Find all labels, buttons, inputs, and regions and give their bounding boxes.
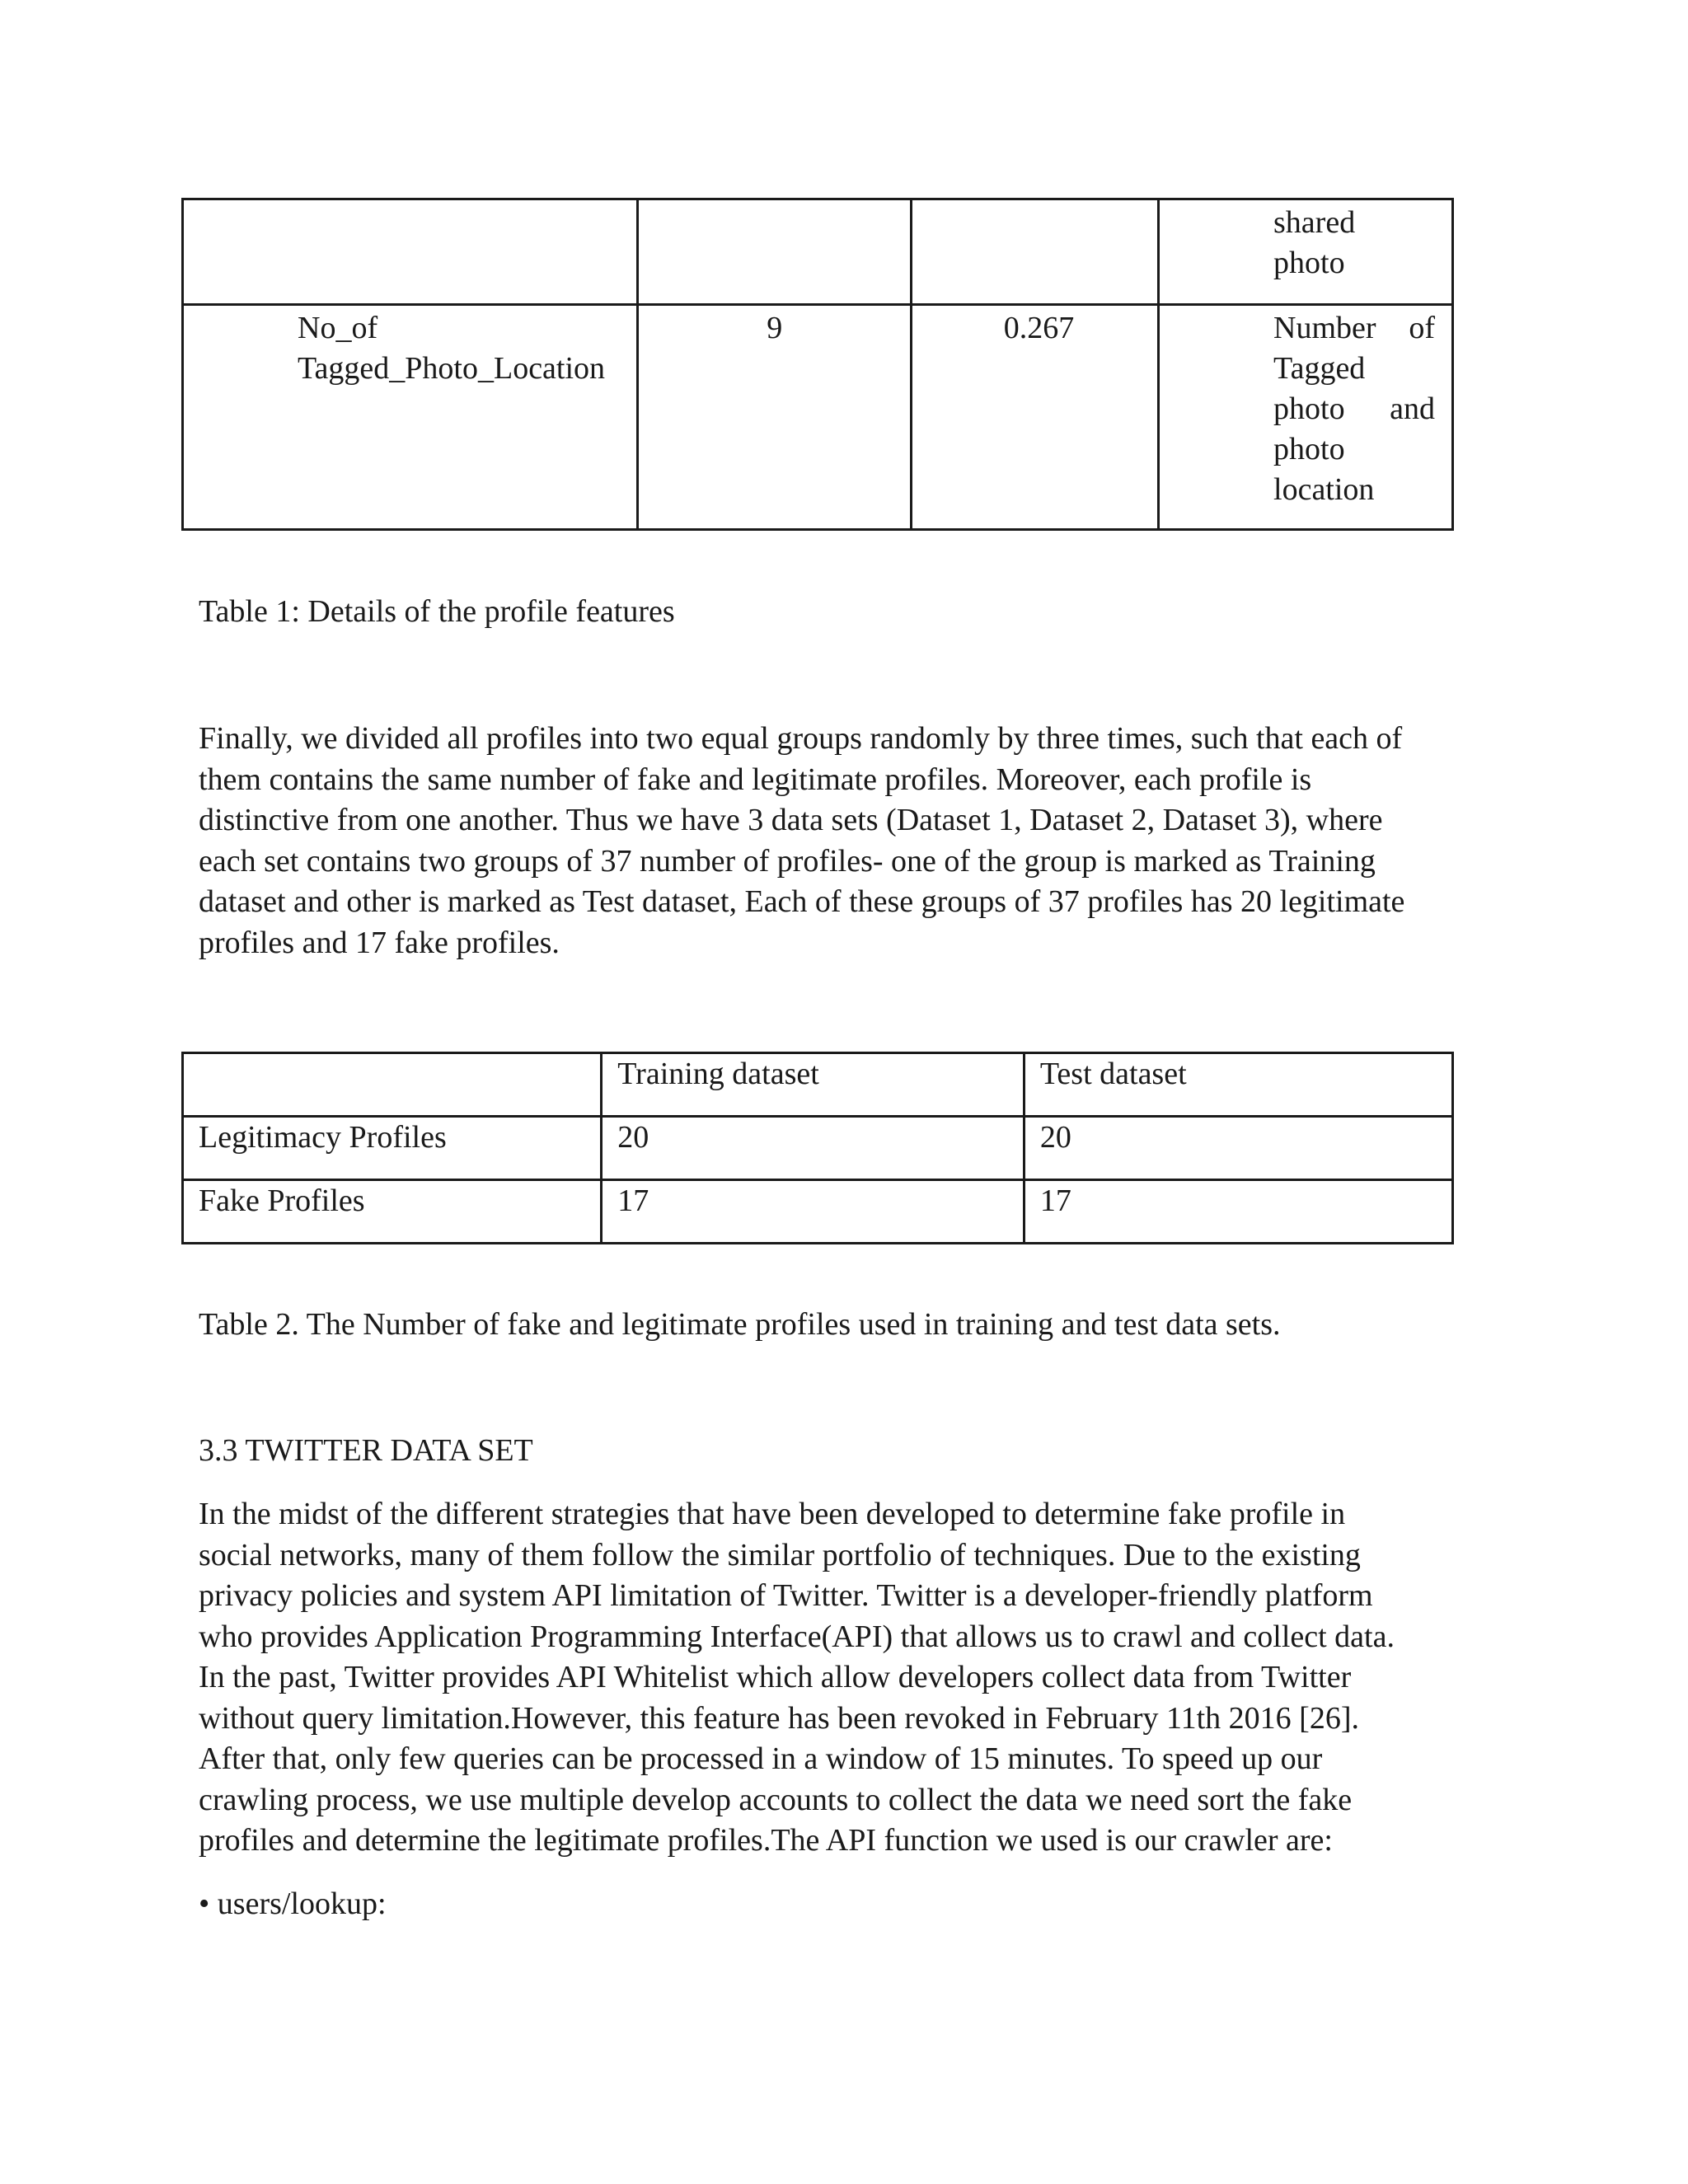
paragraph-datasets <box>199 719 1404 963</box>
paragraph-line: In the past, Twitter provides API Whitelist which allow developers collect data from Twitter <box>199 1660 1352 1694</box>
cell-line: Tagged <box>1273 351 1366 386</box>
table-cell: 17 <box>602 1180 1025 1244</box>
table-cell <box>1159 199 1453 305</box>
cell-line: photo and <box>1273 391 1435 426</box>
paragraph-line: them contains the same number of fake and legitimate profiles. Moreover, each profile is <box>199 762 1312 797</box>
bullet-item: • users/lookup: <box>199 1886 387 1921</box>
cell-line: No_of <box>298 311 378 345</box>
cell-line: Tagged_Photo_Location <box>298 351 606 386</box>
table-cell <box>183 199 638 305</box>
table-cell: 20 <box>1024 1117 1452 1180</box>
paragraph-twitter-data-set <box>199 1494 1395 1862</box>
paragraph-line: distinctive from one another. Thus we have 3 data sets (Dataset 1, Dataset 2, Dataset 3), where <box>199 803 1383 837</box>
paragraph-line: without query limitation.However, this feature has been revoked in February 11th 2016 [26]. <box>199 1700 1359 1736</box>
table-cell <box>911 305 1158 530</box>
cell-line: 9 <box>767 311 783 345</box>
table-row <box>183 199 1453 305</box>
cell-line: photo <box>1273 432 1345 466</box>
table-cell: 17 <box>1024 1180 1452 1244</box>
table-1-caption: Table 1: Details of the profile features <box>199 594 675 629</box>
table-cell <box>638 305 912 530</box>
table-header-cell: Training dataset <box>602 1053 1025 1117</box>
table-row <box>183 305 1453 530</box>
paragraph-line: social networks, many of them follow the similar portfolio of techniques. Due to the existing <box>199 1537 1361 1572</box>
table-cell <box>1159 305 1453 530</box>
paragraph-line: who provides Application Programming Interface(API) that allows us to crawl and collect data. <box>199 1619 1395 1654</box>
table-1-continuation <box>181 198 1454 531</box>
paragraph-line: profiles and 17 fake profiles. <box>199 925 560 960</box>
cell-line: shared <box>1273 205 1356 240</box>
paragraph-line: dataset and other is marked as Test dataset, Each of these groups of 37 profiles has 20 legitimate <box>199 884 1405 919</box>
paragraph-line: In the midst of the different strategies that have been developed to determine fake profile in <box>199 1497 1346 1531</box>
table-2 <box>181 1052 1454 1244</box>
paragraph-line: crawling process, we use multiple develop accounts to collect the data we need sort the fake <box>199 1782 1353 1817</box>
table-cell: Fake Profiles <box>183 1180 602 1244</box>
table-header-cell <box>183 1053 602 1117</box>
table-header-row <box>183 1053 1453 1117</box>
table-row <box>183 1180 1453 1244</box>
table-cell: Legitimacy Profiles <box>183 1117 602 1180</box>
cell-line: location <box>1273 472 1375 507</box>
paragraph-line: privacy policies and system API limitation of Twitter. Twitter is a developer-friendly platform <box>199 1578 1373 1613</box>
table-cell <box>183 305 638 530</box>
cell-line: photo <box>1273 246 1345 280</box>
table-2-caption: Table 2. The Number of fake and legitimate profiles used in training and test data sets. <box>199 1307 1281 1342</box>
table-row <box>183 1117 1453 1180</box>
paragraph-line: Finally, we divided all profiles into two equal groups randomly by three times, such that each of <box>199 721 1403 756</box>
section-heading: 3.3 TWITTER DATA SET <box>199 1433 533 1468</box>
table-cell <box>911 199 1158 305</box>
cell-line: 0.267 <box>1003 311 1075 345</box>
paragraph-line: each set contains two groups of 37 number of profiles- one of the group is marked as Training <box>199 843 1376 879</box>
paragraph-line: profiles and determine the legitimate profiles.The API function we used is our crawler are: <box>199 1823 1333 1858</box>
table-header-cell: Test dataset <box>1024 1053 1452 1117</box>
cell-line: Number of <box>1273 311 1435 345</box>
table-cell: 20 <box>602 1117 1025 1180</box>
paragraph-line: After that, only few queries can be processed in a window of 15 minutes. To speed up our <box>199 1741 1323 1776</box>
table-cell <box>638 199 912 305</box>
